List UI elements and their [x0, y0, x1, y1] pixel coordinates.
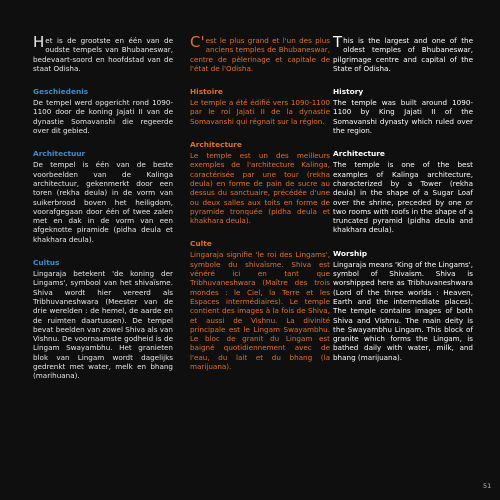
french-history-heading: Histoire	[190, 87, 223, 97]
english-worship-text: Lingaraja means 'King of the Lingams', symbol of Shivaism. Shiva is worshipped here as Tribhuvaneshwara (Lord of the three worlds : Heaven, Earth and the intermediate places). The temple contains images of both Shiva and Vishnu. The main deity is the Swayambhu Lingam. This block of granite which forms the Lingam, is bathed daily with water, milk, and bhang (marijuana).	[333, 259, 473, 362]
french-architecture-text: Le temple est un des meilleurs exemples de l'architecture Kalinga, caractérisée par une tour (rekha deula) en forme de pain de sucre au dessus du sanctuaire, précédée d'une ou deux salles aux toits en forme de pyramide tronquée (pidha deula et khakhara deula).	[190, 151, 330, 226]
french-worship-heading: Culte	[190, 239, 212, 249]
french-intro: C'est le plus grand et l'un des plus anciens temples de Bhubaneswar, centre de pèlerinage et capitale de l'état de l'Odisha.	[190, 33, 330, 73]
dutch-architecture-heading: Architectuur	[33, 149, 86, 159]
english-history-heading: History	[333, 87, 364, 97]
french-history-text: Le temple a été édifié vers 1090-1100 par le roi Jajati II de la dynastie Somavanshi qui régnait sur la région.	[190, 98, 330, 126]
french-worship-text: Lingaraja signifie 'le roi des Lingams', symbole du shivaïsme. Shiva est vénéré ici en tant que Tribhuvaneshwara (Maître des trois mondes : le Ciel, la Terre et les Espaces intermédiaires). Le temple contient des images à la fois de Shiva, et aussi de Vishnu. La divinité principale est le Lingam Swayambhu. Le bloc de granit du Lingam est baigné quotidiennement avec de l'eau, du lait et du bhang (la marijuana).	[190, 250, 330, 372]
dutch-worship-heading: Cultus	[33, 258, 60, 268]
dutch-intro: Het is de grootste en één van de oudste tempels van Bhubaneswar, bedevaart-soord en hoofdstad van de staat Odisha.	[33, 33, 173, 73]
english-column	[333, 33, 473, 362]
english-intro: This is the largest and one of the oldest temples of Bhubaneswar, pilgrimage centre and capital of the State of Odisha.	[333, 33, 473, 73]
dutch-column	[33, 33, 173, 381]
english-architecture-heading: Architecture	[333, 149, 385, 159]
french-column	[190, 33, 330, 372]
page-number: 51	[483, 482, 492, 490]
dutch-worship-text: Lingaraja betekent 'de koning der Lingams', symbool van het shivaïsme. Shiva wordt hier vereerd als Tribhuvaneshwara (Meester van de drie werelden : de hemel, de aarde en de ruimten daartussen). De tempel bevat beelden van zowel Shiva als van Vishnu. De voornaamste godheid is de Lingam Swayambhu. Het granieten blok van Lingam wordt dagelijks gedrenkt met water, melk en bhang (marihuana).	[33, 269, 173, 381]
dutch-architecture-text: De tempel is één van de beste voorbeelden van de Kalinga architectuur, gekenmerkt door een toren (rekha deula) in de vorm van suikerbrood boven het heiligdom, voorafgegaan door één of twee zalen met en dak in de vorm van een afgeknotte piramide (pidha deula et khakhara deula).	[33, 160, 173, 244]
dutch-history-heading: Geschiedenis	[33, 87, 89, 97]
english-architecture-text: The temple is one of the best examples of Kalinga architecture, characterized by a Tower (rekha deula) in the shape of a Sugar Loaf over the shrine, preceded by one or two rooms with roofs in the shape of a truncated pyramid (pidha deula and khakhara deula).	[333, 160, 473, 235]
english-history-text: The temple was built around 1090-1100 by King Jajati II of the Somavanshi dynasty which ruled over the region.	[333, 98, 473, 136]
dutch-history-text: De tempel werd opgericht rond 1090-1100 door de koning Jajati II van de dynastie Somavanshi die regeerde over dit gebied.	[33, 98, 173, 136]
french-architecture-heading: Architecture	[190, 140, 242, 150]
english-worship-heading: Worship	[333, 248, 368, 258]
